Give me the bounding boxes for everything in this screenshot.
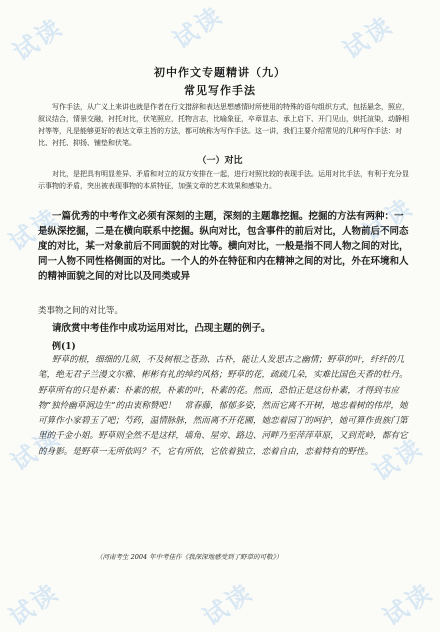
body-paragraph-tail: 类事物之间的对比等。 <box>38 306 124 316</box>
intro-paragraph: 写作手法，从广义上来讲也就是作者在行文措辞和表达思想感情时所使用的特殊的语句组织方式，包括悬念，照应，叙议结合，情景交融，衬托对比，伏笔照应，托物言志，比喻象征，卒章显志、承上启下、开门见山，烘托渲染，动静相衬等等，凡是能够更好的表达文章主旨的方法，都可统称为写作手法。这一讲，我们主要介绍常见的几种写作手法：对比、衬托、抑扬、铺垫和伏笔。 <box>38 103 409 147</box>
watermark: 试读 <box>168 0 229 55</box>
citation-text: （河南考生 2004 年中考佳作《我深深地感受到了野草的可敬》） <box>96 553 283 561</box>
watermark: 试读 <box>8 12 69 67</box>
watermark: 试读 <box>338 10 399 65</box>
example-label: 例(1) <box>52 342 76 352</box>
watermark: 试读 <box>368 432 429 487</box>
watermark: 试读 <box>4 577 65 632</box>
invitation-line: 请欣赏中考佳作中成功运用对比，凸现主题的例子。 <box>52 323 271 334</box>
section-heading: （一）对比 <box>197 156 243 166</box>
example-citation <box>96 550 416 565</box>
example-text: 野草的根，细细的几须，不及树根之苍劲、古朴，能让人发思古之幽情；野草的叶，纤纤的几笔，绝无君子兰漫文尔雅、彬彬有礼的绰约风格；野草的花，疏疏几朵，实难比国色天香的牡丹。野草所有的只是朴素：朴素的根，朴素的叶，朴素的花。然而，恐怕正是这份朴素，才得到韦应物“独怜幽草涧边生”的由衷称赞吧！ 常春藤，郁郁多姿，然而它离不开树，地忠着树的伟岸，她可算作小家碧玉了吧；芍药，温情脉脉，然而离不开花圃，她恋着园丁的呵护，她可算作贵族门第里的千金小姐。野草则全然不是这样，墙角、屋旁、路边、河畔乃至萍萍草原，又到荒岭，都有它的身影。是野草一无所依吗？不，它有所依，它依着独立，恋着自由，恋着特有的野性。 <box>38 355 408 457</box>
watermark: 试读 <box>6 422 67 477</box>
watermark: 试读 <box>198 577 259 632</box>
section-definition: 对比，是把具有明显差异、矛盾和对立的双方安排在一起，进行对照比较的表现手法。运用对比手法，有利于充分显示事物的矛盾，突出被表现事物的本质特征，加强文章的艺术效果和感染力。 <box>38 170 409 190</box>
watermark: 试读 <box>378 577 439 632</box>
page-subtitle: 常见写作手法 <box>184 84 256 97</box>
body-paragraph: 一篇优秀的中考作文必须有深刻的主题，深刻的主题靠挖掘。挖掘的方法有两种：一是纵深挖掘，二是在横向联系中挖掘。纵向对比，包含事件的前后对比，人物前后不同态度的对比，某一对象前后不同面貌的对比等。横向对比，一般是指不同人物之间的对比，同一人物不同性格侧面的对比。一个人的外在特征和内在精神之间的对比，外在环境和人的精神面貌之间的对比以及同类或异 <box>38 211 409 282</box>
watermark: 试读 <box>4 202 65 257</box>
watermark: 试读 <box>358 192 419 247</box>
page-title: 初中作文专题精讲（九） <box>154 66 286 79</box>
